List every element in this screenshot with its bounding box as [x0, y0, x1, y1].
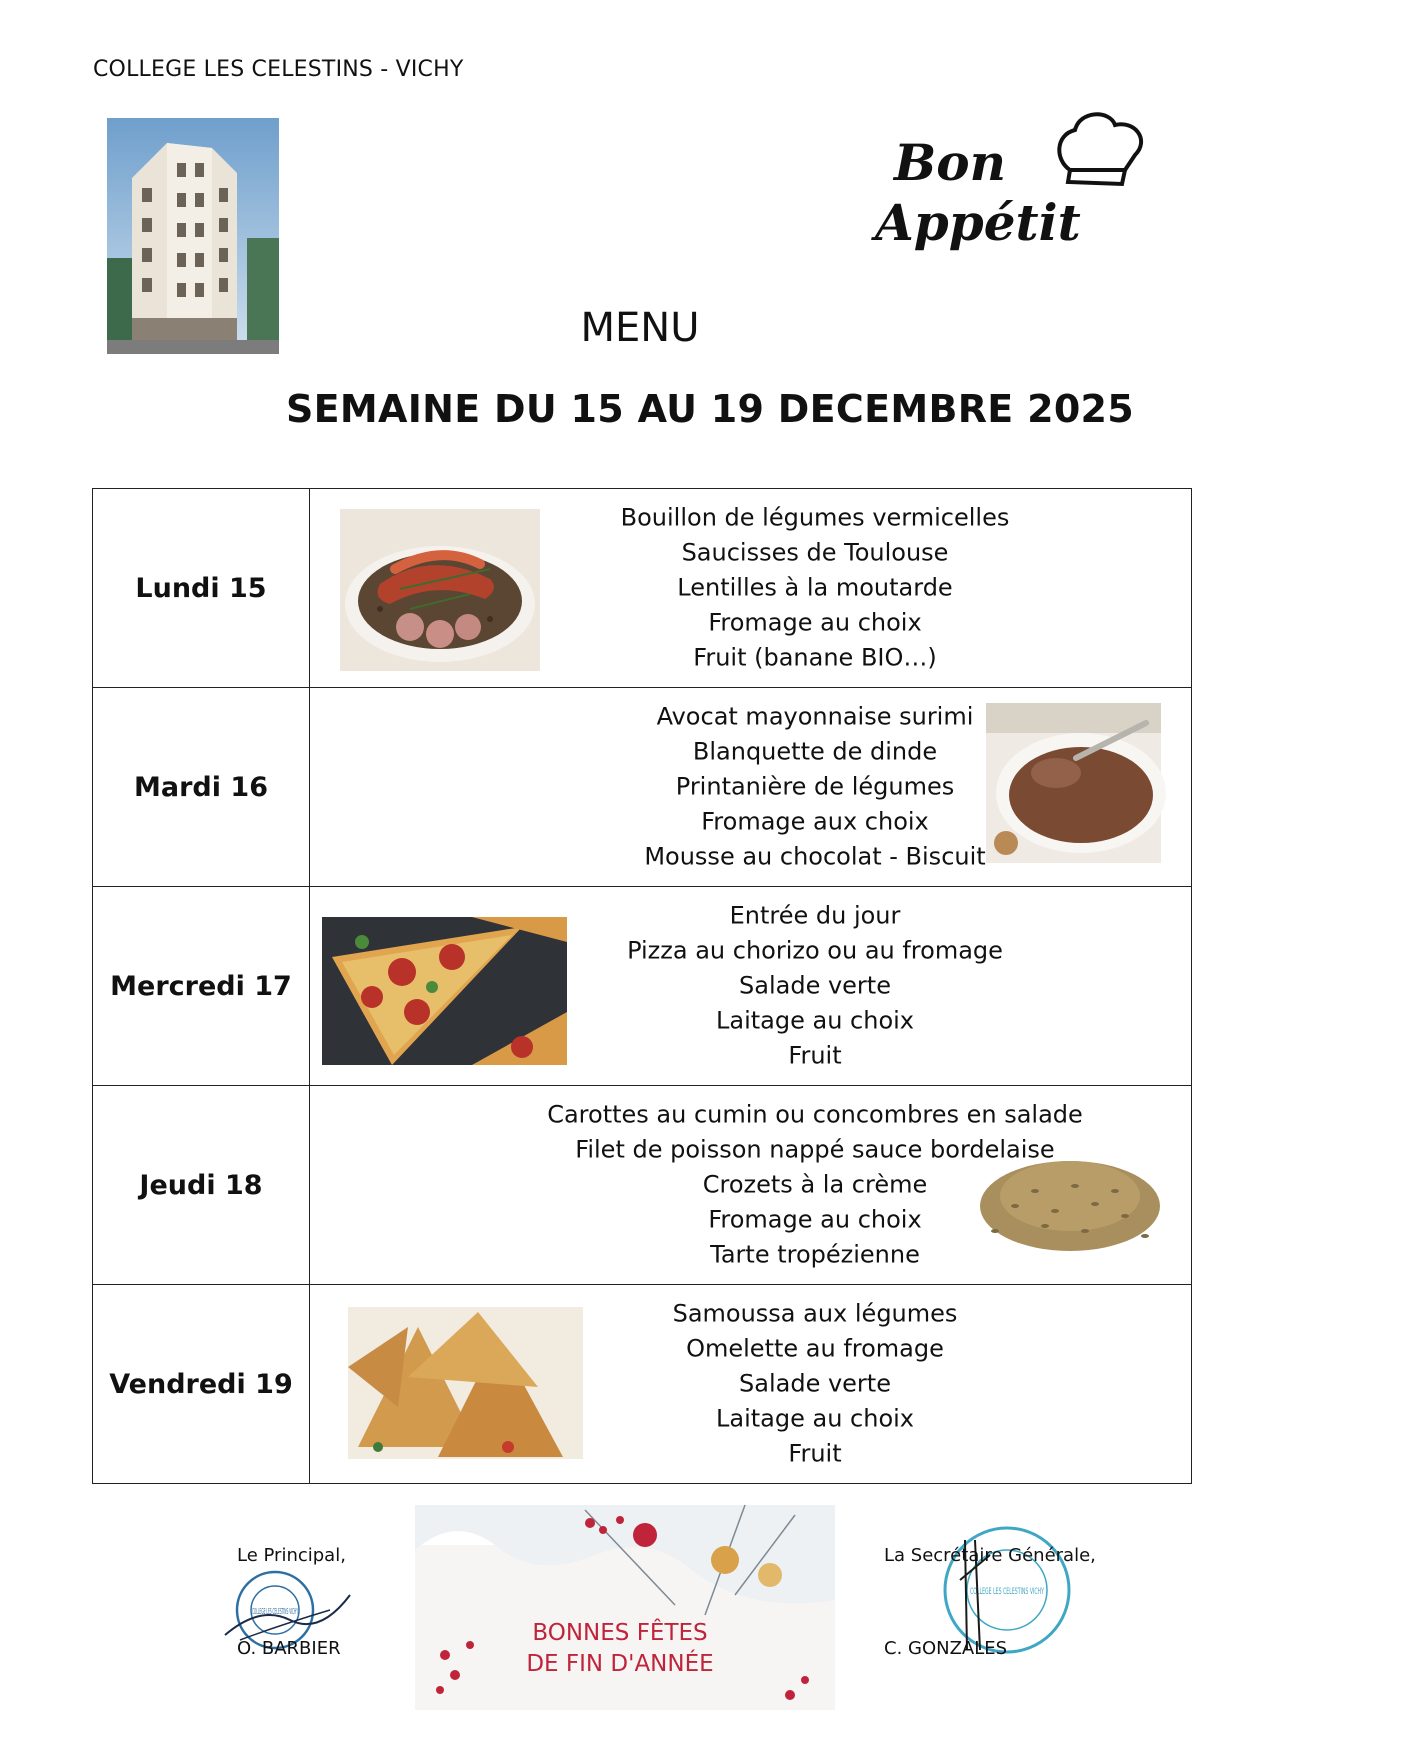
menu-item: Samoussa aux légumes	[672, 1299, 958, 1328]
menu-item: Fruit (banane BIO…)	[693, 643, 937, 672]
menu-item: Crozets à la crème	[702, 1170, 928, 1199]
stamp-text: COLLEGE LES CELESTINS VICHY	[970, 1587, 1045, 1597]
menu-item: Saucisses de Toulouse	[681, 538, 949, 567]
day-label: Vendredi 19	[93, 1285, 310, 1484]
menu-item: Fruit	[788, 1041, 842, 1070]
samosa-photo	[348, 1307, 583, 1459]
menu-title: MENU	[580, 305, 700, 351]
menu-table	[92, 488, 1192, 1484]
day-content	[310, 489, 1192, 688]
principal-name: O. BARBIER	[237, 1638, 341, 1659]
chocolate-mousse-photo	[986, 703, 1161, 863]
pizza-photo	[322, 917, 567, 1065]
day-items	[605, 700, 1025, 875]
menu-item: Avocat mayonnaise surimi	[656, 702, 974, 731]
menu-item: Fromage aux choix	[701, 807, 929, 836]
bon-appetit-logo	[870, 100, 1145, 270]
menu-item: Tarte tropézienne	[710, 1240, 920, 1269]
menu-item: Pizza au chorizo ou au fromage	[627, 936, 1003, 965]
menu-item: Printanière de légumes	[675, 772, 955, 801]
chef-hat-icon	[1059, 114, 1141, 184]
table-row	[93, 1086, 1192, 1285]
week-title: SEMAINE DU 15 AU 19 DECEMBRE 2025	[285, 387, 1135, 431]
greeting-line1: BONNES FÊTES	[532, 1620, 708, 1646]
principal-title: Le Principal,	[237, 1545, 346, 1566]
day-items	[605, 1297, 1025, 1472]
secretary-title: La Secrétaire Générale,	[884, 1545, 1096, 1566]
menu-item: Entrée du jour	[729, 901, 901, 930]
day-content	[310, 1086, 1192, 1285]
menu-item: Salade verte	[739, 971, 891, 1000]
table-row	[93, 688, 1192, 887]
menu-item: Carottes au cumin ou concombres en salade	[547, 1100, 1083, 1129]
day-label: Lundi 15	[93, 489, 310, 688]
day-content	[310, 688, 1192, 887]
day-content	[310, 887, 1192, 1086]
menu-item: Bouillon de légumes vermicelles	[620, 503, 1010, 532]
table-row	[93, 489, 1192, 688]
menu-item: Salade verte	[739, 1369, 891, 1398]
logo-line2: Appétit	[875, 193, 1081, 252]
cumin-seeds-photo	[975, 1136, 1165, 1256]
day-items	[605, 899, 1025, 1074]
holiday-greeting	[490, 1618, 750, 1680]
menu-item: Laitage au choix	[716, 1404, 914, 1433]
menu-item: Lentilles à la moutarde	[677, 573, 953, 602]
day-items	[605, 501, 1025, 676]
menu-item: Omelette au fromage	[686, 1334, 944, 1363]
stamp-text: COLLEGE LES CELESTINS VICHY	[252, 1607, 299, 1616]
day-label: Mercredi 17	[93, 887, 310, 1086]
menu-item: Fromage au choix	[708, 608, 922, 637]
menu-item: Mousse au chocolat - Biscuit	[644, 842, 986, 871]
menu-item: Fromage au choix	[708, 1205, 922, 1234]
sausages-lentils-photo	[340, 509, 540, 671]
menu-item: Fruit	[788, 1439, 842, 1468]
secretary-name: C. GONZALES	[884, 1638, 1008, 1659]
day-content	[310, 1285, 1192, 1484]
day-label: Jeudi 18	[93, 1086, 310, 1285]
menu-item: Laitage au choix	[716, 1006, 914, 1035]
table-row	[93, 887, 1192, 1086]
menu-item: Filet de poisson nappé sauce bordelaise	[575, 1135, 1055, 1164]
day-label: Mardi 16	[93, 688, 310, 887]
table-row	[93, 1285, 1192, 1484]
logo-line1: Bon	[894, 133, 1006, 192]
greeting-line2: DE FIN D'ANNÉE	[526, 1651, 714, 1677]
menu-item: Blanquette de dinde	[692, 737, 938, 766]
school-name: COLLEGE LES CELESTINS - VICHY	[93, 57, 464, 82]
